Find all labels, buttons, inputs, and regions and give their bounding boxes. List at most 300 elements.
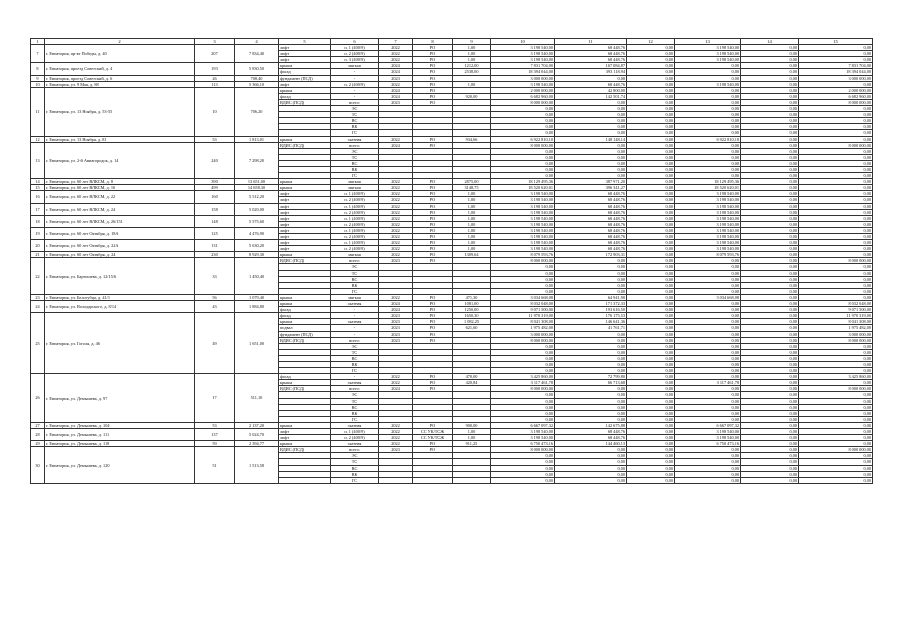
table-cell: 0,00	[627, 252, 675, 258]
table-cell: 41 761,71	[555, 325, 627, 331]
table-cell: -	[331, 331, 379, 337]
table-cell: 18 520 620,01	[675, 185, 741, 191]
table-cell: 0,00	[741, 258, 799, 264]
table-cell: 2022	[379, 294, 413, 300]
table-cell: всего:	[331, 142, 379, 148]
table-cell: 0,00	[491, 477, 555, 483]
table-cell: 1250,00	[453, 307, 491, 313]
table-cell: 0,00	[675, 459, 741, 465]
building-address: г. Евпатория, ул. Демышева, д. 104	[45, 422, 195, 428]
building-area: 1 079,40	[235, 294, 279, 300]
row-number: 30	[31, 447, 45, 484]
building-address: г. Евпатория, проезд Советский, д. 6	[45, 75, 195, 81]
table-cell: п. 3 (400/9)	[331, 57, 379, 63]
table-cell: 0,00	[675, 331, 741, 337]
table-cell: 1,00	[453, 203, 491, 209]
table-cell: 0,00	[627, 368, 675, 374]
table-cell: РО	[413, 221, 453, 227]
table-cell: 0,00	[555, 142, 627, 148]
table-cell: 0,00	[675, 410, 741, 416]
table-cell: крыша	[279, 422, 331, 428]
table-cell: 0,00	[675, 374, 741, 380]
table-cell: п. 2 (400/9)	[331, 221, 379, 227]
table-cell: 0,00	[675, 477, 741, 483]
table-cell: 0,00	[741, 355, 799, 361]
table-cell: 0,00	[799, 130, 873, 136]
table-cell: 1,00	[453, 215, 491, 221]
table-cell: 0,00	[799, 221, 873, 227]
building-area: 13 651,00	[235, 179, 279, 185]
table-cell: 0,00	[741, 301, 799, 307]
table-cell: 6 750 473,16	[491, 441, 555, 447]
table-cell: 2022	[379, 185, 413, 191]
table-cell: 68 448,76	[555, 435, 627, 441]
table-cell: РО	[413, 75, 453, 81]
table-cell: 2022	[379, 51, 413, 57]
table-cell: 0,00	[555, 166, 627, 172]
table-cell: 2023	[379, 319, 413, 325]
table-cell: 0,00	[491, 118, 555, 124]
table-cell: 0,00	[675, 154, 741, 160]
column-number: 1	[31, 39, 45, 45]
table-cell: 68 448,76	[555, 81, 627, 87]
table-cell: РО	[413, 142, 453, 148]
table-cell: 0,00	[491, 453, 555, 459]
table-cell: 0,00	[799, 441, 873, 447]
table-cell: 3 198 540,00	[675, 234, 741, 240]
building-area: 7 298,20	[235, 142, 279, 179]
table-cell: п. 1 (400/9)	[331, 429, 379, 435]
building-address: г. Евпатория, ул. 60 лет ВЛКСМ, д. 26/151	[45, 215, 195, 227]
table-cell: 66 713,68	[555, 380, 627, 386]
table-cell: 0,00	[799, 392, 873, 398]
table-cell: 0,00	[627, 130, 675, 136]
table-cell: 0,00	[627, 240, 675, 246]
table-cell: 0,00	[675, 355, 741, 361]
table-cell: 0,00	[491, 465, 555, 471]
table-cell: 0,00	[741, 465, 799, 471]
table-cell: 18 394 044,00	[491, 69, 555, 75]
table-cell: 68 448,76	[555, 429, 627, 435]
table-cell: 1,00	[453, 234, 491, 240]
table-cell: 0,00	[491, 398, 555, 404]
table-cell: 0,00	[675, 361, 741, 367]
table-cell: 0,00	[741, 209, 799, 215]
table-cell: 3 198 540,00	[491, 57, 555, 63]
table-cell: 3 117 461,78	[675, 380, 741, 386]
table-cell: -	[331, 307, 379, 313]
apartments-count: 137	[195, 429, 235, 441]
table-cell: 900,00	[453, 422, 491, 428]
table-cell: 0,00	[799, 203, 873, 209]
table-cell: 0,00	[799, 465, 873, 471]
table-cell: 0,00	[799, 361, 873, 367]
table-cell: 2022	[379, 203, 413, 209]
table-cell: 0,00	[627, 148, 675, 154]
table-cell: 470,00	[453, 374, 491, 380]
table-cell: 0,00	[799, 282, 873, 288]
table-cell: 3 198 540,00	[675, 221, 741, 227]
table-cell: 0,00	[627, 398, 675, 404]
table-cell: 0,00	[491, 410, 555, 416]
table-cell: 0,00	[491, 368, 555, 374]
table-cell: ЭС	[331, 148, 379, 154]
table-cell: 148 148,14	[555, 136, 627, 142]
building-address: г. Евпатория, ул. Белогубца, д. 41/1	[45, 294, 195, 300]
table-cell: 0,00	[675, 337, 741, 343]
table-cell: 3 000 000,00	[799, 331, 873, 337]
table-cell: 0,00	[741, 398, 799, 404]
column-number: 14	[741, 39, 799, 45]
table-cell: подвал	[279, 325, 331, 331]
table-cell: 0,00	[741, 106, 799, 112]
table-cell: ВК	[331, 410, 379, 416]
table-cell: РО	[413, 87, 453, 93]
table-cell: 2022	[379, 179, 413, 185]
table-cell: всего:	[331, 337, 379, 343]
table-cell: 11 970 319,00	[799, 313, 873, 319]
table-cell: 0,00	[799, 429, 873, 435]
table-cell: ТС	[331, 398, 379, 404]
table-cell: 2022	[379, 191, 413, 197]
table-cell: 0,00	[491, 112, 555, 118]
table-cell: 171 372,33	[555, 301, 627, 307]
table-cell: п. 2 (400/9)	[331, 51, 379, 57]
table-cell: 8 000 000,00	[491, 447, 555, 453]
table-cell: РО	[413, 325, 453, 331]
table-cell: мягкая	[331, 185, 379, 191]
table-body	[31, 39, 873, 484]
table-cell: 2875,00	[453, 179, 491, 185]
table-cell: 0,00	[627, 270, 675, 276]
table-cell: 6 922 810,10	[491, 136, 555, 142]
table-cell: 0,00	[491, 264, 555, 270]
table-cell: 6 682 960,00	[491, 93, 555, 99]
table-cell: 3 198 540,00	[491, 221, 555, 227]
table-cell: 0,00	[627, 51, 675, 57]
apartments-count: 207	[195, 45, 235, 63]
table-cell: 1 082,25	[453, 319, 491, 325]
table-cell: 0,00	[799, 179, 873, 185]
table-cell: 0,00	[799, 191, 873, 197]
row-number: 7	[31, 45, 45, 63]
table-cell: 0,00	[627, 331, 675, 337]
table-cell: 3 425 860,00	[799, 374, 873, 380]
table-cell: 68 448,76	[555, 215, 627, 221]
table-cell: 2022	[379, 45, 413, 51]
table-cell: 2022	[379, 227, 413, 233]
table-cell: РО	[413, 93, 453, 99]
table-cell: 0,00	[741, 361, 799, 367]
table-cell: 0,00	[675, 368, 741, 374]
table-cell: 0,00	[627, 471, 675, 477]
table-cell: 0,00	[627, 215, 675, 221]
table-cell: РО	[413, 179, 453, 185]
table-cell: скатная	[331, 136, 379, 142]
table-cell: 3 000 000,00	[491, 75, 555, 81]
table-cell: 1 975 482,00	[491, 325, 555, 331]
table-cell: ВС	[331, 465, 379, 471]
table-cell: 0,00	[555, 106, 627, 112]
building-address: г. Евпатория, ул. 60 лет ВЛКСМ, д. 22	[45, 191, 195, 203]
table-cell: 0,00	[675, 416, 741, 422]
table-cell: 0,00	[675, 87, 741, 93]
table-cell: 0,00	[555, 337, 627, 343]
table-cell: 0,00	[627, 282, 675, 288]
table-cell: 0,00	[627, 203, 675, 209]
table-cell: ТС	[331, 112, 379, 118]
table-cell: ВС	[331, 355, 379, 361]
table-cell: ВК	[331, 166, 379, 172]
table-cell: 68 448,76	[555, 57, 627, 63]
table-cell: 2022	[379, 136, 413, 142]
table-cell: РО	[413, 380, 453, 386]
table-cell: 0,00	[799, 471, 873, 477]
building-address: г. Евпатория, ул. Гоголя, д. 46	[45, 313, 195, 374]
table-cell: 8 032 048,00	[799, 301, 873, 307]
table-cell: РО	[413, 319, 453, 325]
table-cell: 0,00	[555, 368, 627, 374]
table-cell: 0,00	[555, 349, 627, 355]
table-cell: 0,00	[627, 191, 675, 197]
table-cell: 0,00	[555, 154, 627, 160]
table-cell: 0,00	[799, 57, 873, 63]
table-cell: РО	[413, 209, 453, 215]
table-cell: 0,00	[627, 276, 675, 282]
table-cell: ЭС	[331, 453, 379, 459]
row-number: 22	[31, 258, 45, 295]
row-number: 14	[31, 179, 45, 185]
table-cell: 8 000 000,00	[799, 447, 873, 453]
table-cell: 2022	[379, 215, 413, 221]
table-cell: 471,30	[453, 294, 491, 300]
table-cell: фасад	[279, 93, 331, 99]
table-cell: 0,00	[675, 447, 741, 453]
table-cell: 0,00	[627, 221, 675, 227]
table-cell: 0,00	[741, 386, 799, 392]
table-cell: 0,00	[741, 459, 799, 465]
table-cell: РО	[413, 99, 453, 105]
table-cell: ТС	[331, 270, 379, 276]
building-area: 5 630,20	[235, 240, 279, 252]
building-area: 708,40	[235, 75, 279, 81]
table-cell: 0,00	[741, 416, 799, 422]
building-address: г. Евпатория, ул. Володарского, д. 8/14	[45, 301, 195, 313]
table-cell: 3 198 540,00	[675, 240, 741, 246]
building-address: г. Евпатория, ул. 13 Ноября, д. 53-55	[45, 87, 195, 136]
table-cell: 0,00	[799, 166, 873, 172]
table-cell: 8 000 000,00	[799, 142, 873, 148]
building-address: г. Евпатория, ул. Демышева, д. 111	[45, 429, 195, 441]
building-area: 5 512,20	[235, 191, 279, 203]
row-number: 29	[31, 441, 45, 447]
table-cell: лифт	[279, 197, 331, 203]
table-cell: 2022	[379, 252, 413, 258]
table-cell: 0,00	[555, 404, 627, 410]
table-cell: 0,00	[799, 209, 873, 215]
table-cell: 3 198 540,00	[491, 227, 555, 233]
table-cell: 0,00	[799, 453, 873, 459]
table-cell: 0,00	[741, 130, 799, 136]
table-cell: РО	[413, 51, 453, 57]
table-cell: 0,00	[741, 453, 799, 459]
table-cell: 621,60	[453, 325, 491, 331]
table-cell: мягкая	[331, 294, 379, 300]
table-cell: 0,00	[799, 197, 873, 203]
table-cell: фасад	[279, 374, 331, 380]
table-cell: ВК	[331, 471, 379, 477]
table-cell: 8 000 000,00	[799, 99, 873, 105]
table-cell: скатная	[331, 441, 379, 447]
table-cell: 3 198 540,00	[491, 203, 555, 209]
table-cell: п. 1 (400/9)	[331, 45, 379, 51]
table-cell: лифт	[279, 191, 331, 197]
table-cell: фундамент (ПСД)	[279, 75, 331, 81]
table-cell: РО	[413, 258, 453, 264]
building-area: 1 651,00	[235, 313, 279, 374]
table-cell: 0,00	[627, 69, 675, 75]
table-cell: крыша	[279, 441, 331, 447]
table-cell: 0,00	[555, 124, 627, 130]
table-cell: 0,00	[799, 477, 873, 483]
table-cell: 0,00	[741, 142, 799, 148]
table-cell: 0,00	[627, 422, 675, 428]
table-cell: 0,00	[555, 361, 627, 367]
table-cell: 68 448,76	[555, 246, 627, 252]
table-cell: п. 1 (400/9)	[331, 203, 379, 209]
table-cell: 3 198 540,00	[491, 209, 555, 215]
table-cell: 0,00	[627, 185, 675, 191]
table-cell: 0,00	[741, 337, 799, 343]
table-cell: 0,00	[627, 209, 675, 215]
column-number: 5	[279, 39, 331, 45]
table-cell: 0,00	[741, 173, 799, 179]
table-cell: 8 000 000,00	[491, 258, 555, 264]
table-cell: п. 2 (400/9)	[331, 435, 379, 441]
table-cell: 0,00	[799, 410, 873, 416]
table-cell: 0,00	[491, 160, 555, 166]
table-cell: ВДИС (ПСД)	[279, 99, 331, 105]
row-number: 25	[31, 313, 45, 374]
table-cell: 2022	[379, 240, 413, 246]
table-cell: 8 000 000,00	[491, 99, 555, 105]
table-cell: 3 198 540,00	[491, 429, 555, 435]
table-cell: РО	[413, 331, 453, 337]
table-cell: скатная	[331, 301, 379, 307]
table-cell: 0,00	[741, 429, 799, 435]
table-cell: 1,00	[453, 240, 491, 246]
table-cell: 176 175,53	[555, 313, 627, 319]
table-cell: 0,00	[491, 392, 555, 398]
column-number: 11	[555, 39, 627, 45]
table-cell: ЭС	[331, 392, 379, 398]
table-cell: 8 079 593,76	[491, 252, 555, 258]
table-cell: 9 071 500,00	[491, 307, 555, 313]
table-cell: 0,00	[627, 380, 675, 386]
table-cell: -	[331, 87, 379, 93]
table-cell: 0,00	[627, 392, 675, 398]
table-cell: 0,00	[555, 477, 627, 483]
table-cell: 2024	[379, 307, 413, 313]
table-cell: 0,00	[555, 282, 627, 288]
table-cell: 1309,64	[453, 252, 491, 258]
table-cell: лифт	[279, 234, 331, 240]
apartments-count: 193	[195, 63, 235, 75]
table-cell: 0,00	[491, 166, 555, 172]
table-cell: ВС	[331, 404, 379, 410]
table-cell: 0,00	[675, 349, 741, 355]
table-cell: 0,00	[675, 276, 741, 282]
table-cell: мягкая	[331, 179, 379, 185]
table-cell: 0,00	[741, 264, 799, 270]
row-number: 17	[31, 203, 45, 215]
table-cell: 0,00	[799, 118, 873, 124]
table-cell: всего:	[331, 258, 379, 264]
table-cell: 0,00	[491, 106, 555, 112]
table-cell: крыша	[279, 179, 331, 185]
table-cell: 0,00	[627, 160, 675, 166]
table-cell: 0,00	[799, 435, 873, 441]
table-cell: 2538,00	[453, 69, 491, 75]
table-cell: 8 079 593,76	[675, 252, 741, 258]
table-cell: 0,00	[675, 106, 741, 112]
table-cell: скатная	[331, 422, 379, 428]
table-cell: 0,00	[741, 215, 799, 221]
table-cell: 0,00	[741, 319, 799, 325]
table-cell: 0,00	[675, 160, 741, 166]
row-number: 8	[31, 63, 45, 75]
table-cell: 2024	[379, 301, 413, 307]
table-cell: 0,00	[555, 392, 627, 398]
table-cell: РО	[413, 294, 453, 300]
table-cell: 18 129 495,36	[491, 179, 555, 185]
table-cell: 8 000 000,00	[491, 386, 555, 392]
building-area: 1 513,58	[235, 447, 279, 484]
table-cell: 0,00	[555, 99, 627, 105]
table-cell: 0,00	[799, 252, 873, 258]
table-cell: 0,00	[627, 118, 675, 124]
table-cell: 2024	[379, 386, 413, 392]
table-cell: 0,00	[741, 197, 799, 203]
table-cell: 0,00	[627, 173, 675, 179]
table-cell: 2024	[379, 93, 413, 99]
apartments-count: 26	[195, 75, 235, 81]
table-cell: 0,00	[627, 313, 675, 319]
table-cell: 3 198 540,00	[491, 215, 555, 221]
table-cell: 3 198 540,00	[675, 215, 741, 221]
table-cell: 2022	[379, 221, 413, 227]
table-cell: 0,00	[799, 349, 873, 355]
table-cell: 0,00	[627, 179, 675, 185]
table-cell: 0,00	[555, 75, 627, 81]
building-address: г. Евпатория, ул. 60 лет Октября, д. 22А	[45, 240, 195, 252]
apartments-count: 240	[195, 142, 235, 179]
row-number: 28	[31, 429, 45, 441]
apartments-count: 499	[195, 185, 235, 191]
building-area: 5 830,50	[235, 63, 279, 75]
table-cell: 0,00	[675, 282, 741, 288]
table-cell: 0,00	[627, 453, 675, 459]
table-cell: лифт	[279, 57, 331, 63]
column-number: 12	[627, 39, 675, 45]
table-cell: 0,00	[627, 374, 675, 380]
table-cell: ГС	[331, 288, 379, 294]
table-cell: 2022	[379, 57, 413, 63]
row-number: 24	[31, 301, 45, 313]
table-cell: 72 799,80	[555, 374, 627, 380]
table-cell: -	[331, 69, 379, 75]
apartments-count: 131	[195, 240, 235, 252]
